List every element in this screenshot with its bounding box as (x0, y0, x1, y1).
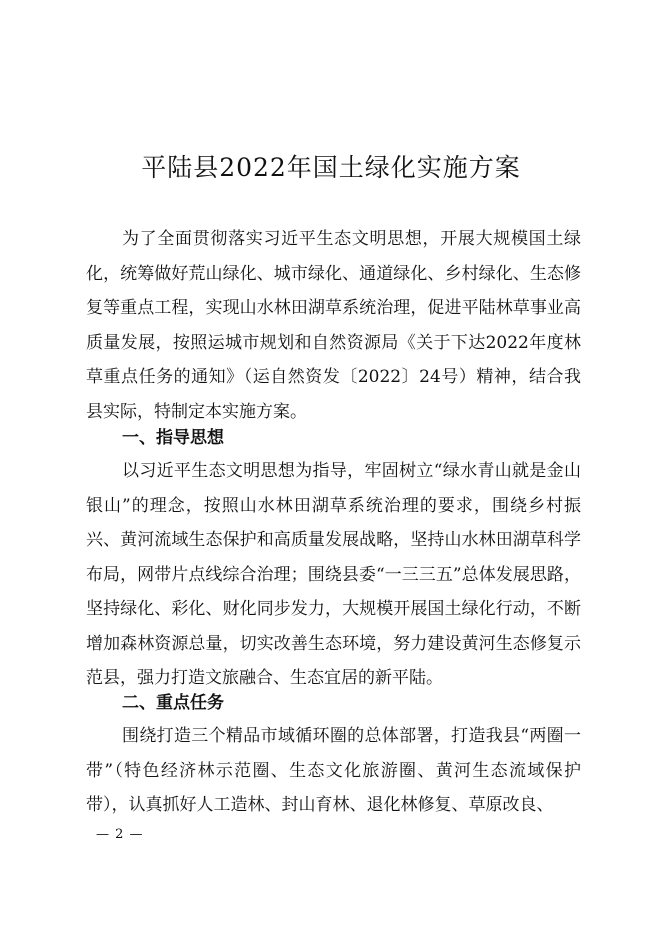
document-title: 平陆县2022年国土绿化实施方案 (141, 153, 521, 182)
guiding-ideology-paragraph: 以习近平生态文明思想为指导，牢固树立“绿水青山就是金山银山”的理念，按照山水林田湖草系统治理的要求，围绕乡村振兴、黄河流域生态保护和高质量发展战略，坚持山水林田湖草科学布局，网带片点线综合治理；围绕县委“一三三五”总体发展思路，坚持绿化、彩化、财化同步发力，大规模开展国土绿化行动，不断增加森林资源总量，切实改善生态环境，努力建设黄河生态修复示范县，强力打造文旅融合、生态宜居的新平陆。 (86, 461, 581, 688)
key-tasks-paragraph: 围绕打造三个精品市域循环圈的总体部署，打造我县“两圈一带”（特色经济林示范圈、生态文化旅游圈、黄河生态流域保护带），认真抓好人工造林、封山育林、退化林修复、草原改良、 (86, 726, 581, 815)
page-number: — 2 — (96, 827, 144, 842)
intro-paragraph: 为了全面贯彻落实习近平生态文明思想，开展大规模国土绿化，统筹做好荒山绿化、城市绿化、通道绿化、乡村绿化、生态修复等重点工程，实现山水林田湖草系统治理，促进平陆林草事业高质量发展，按照运城市规划和自然资源局《关于下达2022年度林草重点任务的通知》（运自然资发〔2022〕24号）精神，结合我县实际，特制定本实施方案。 (86, 229, 581, 422)
section-heading-guiding-ideology: 一、指导思想 (122, 428, 224, 448)
section-heading-key-tasks: 二、重点任务 (122, 693, 224, 713)
